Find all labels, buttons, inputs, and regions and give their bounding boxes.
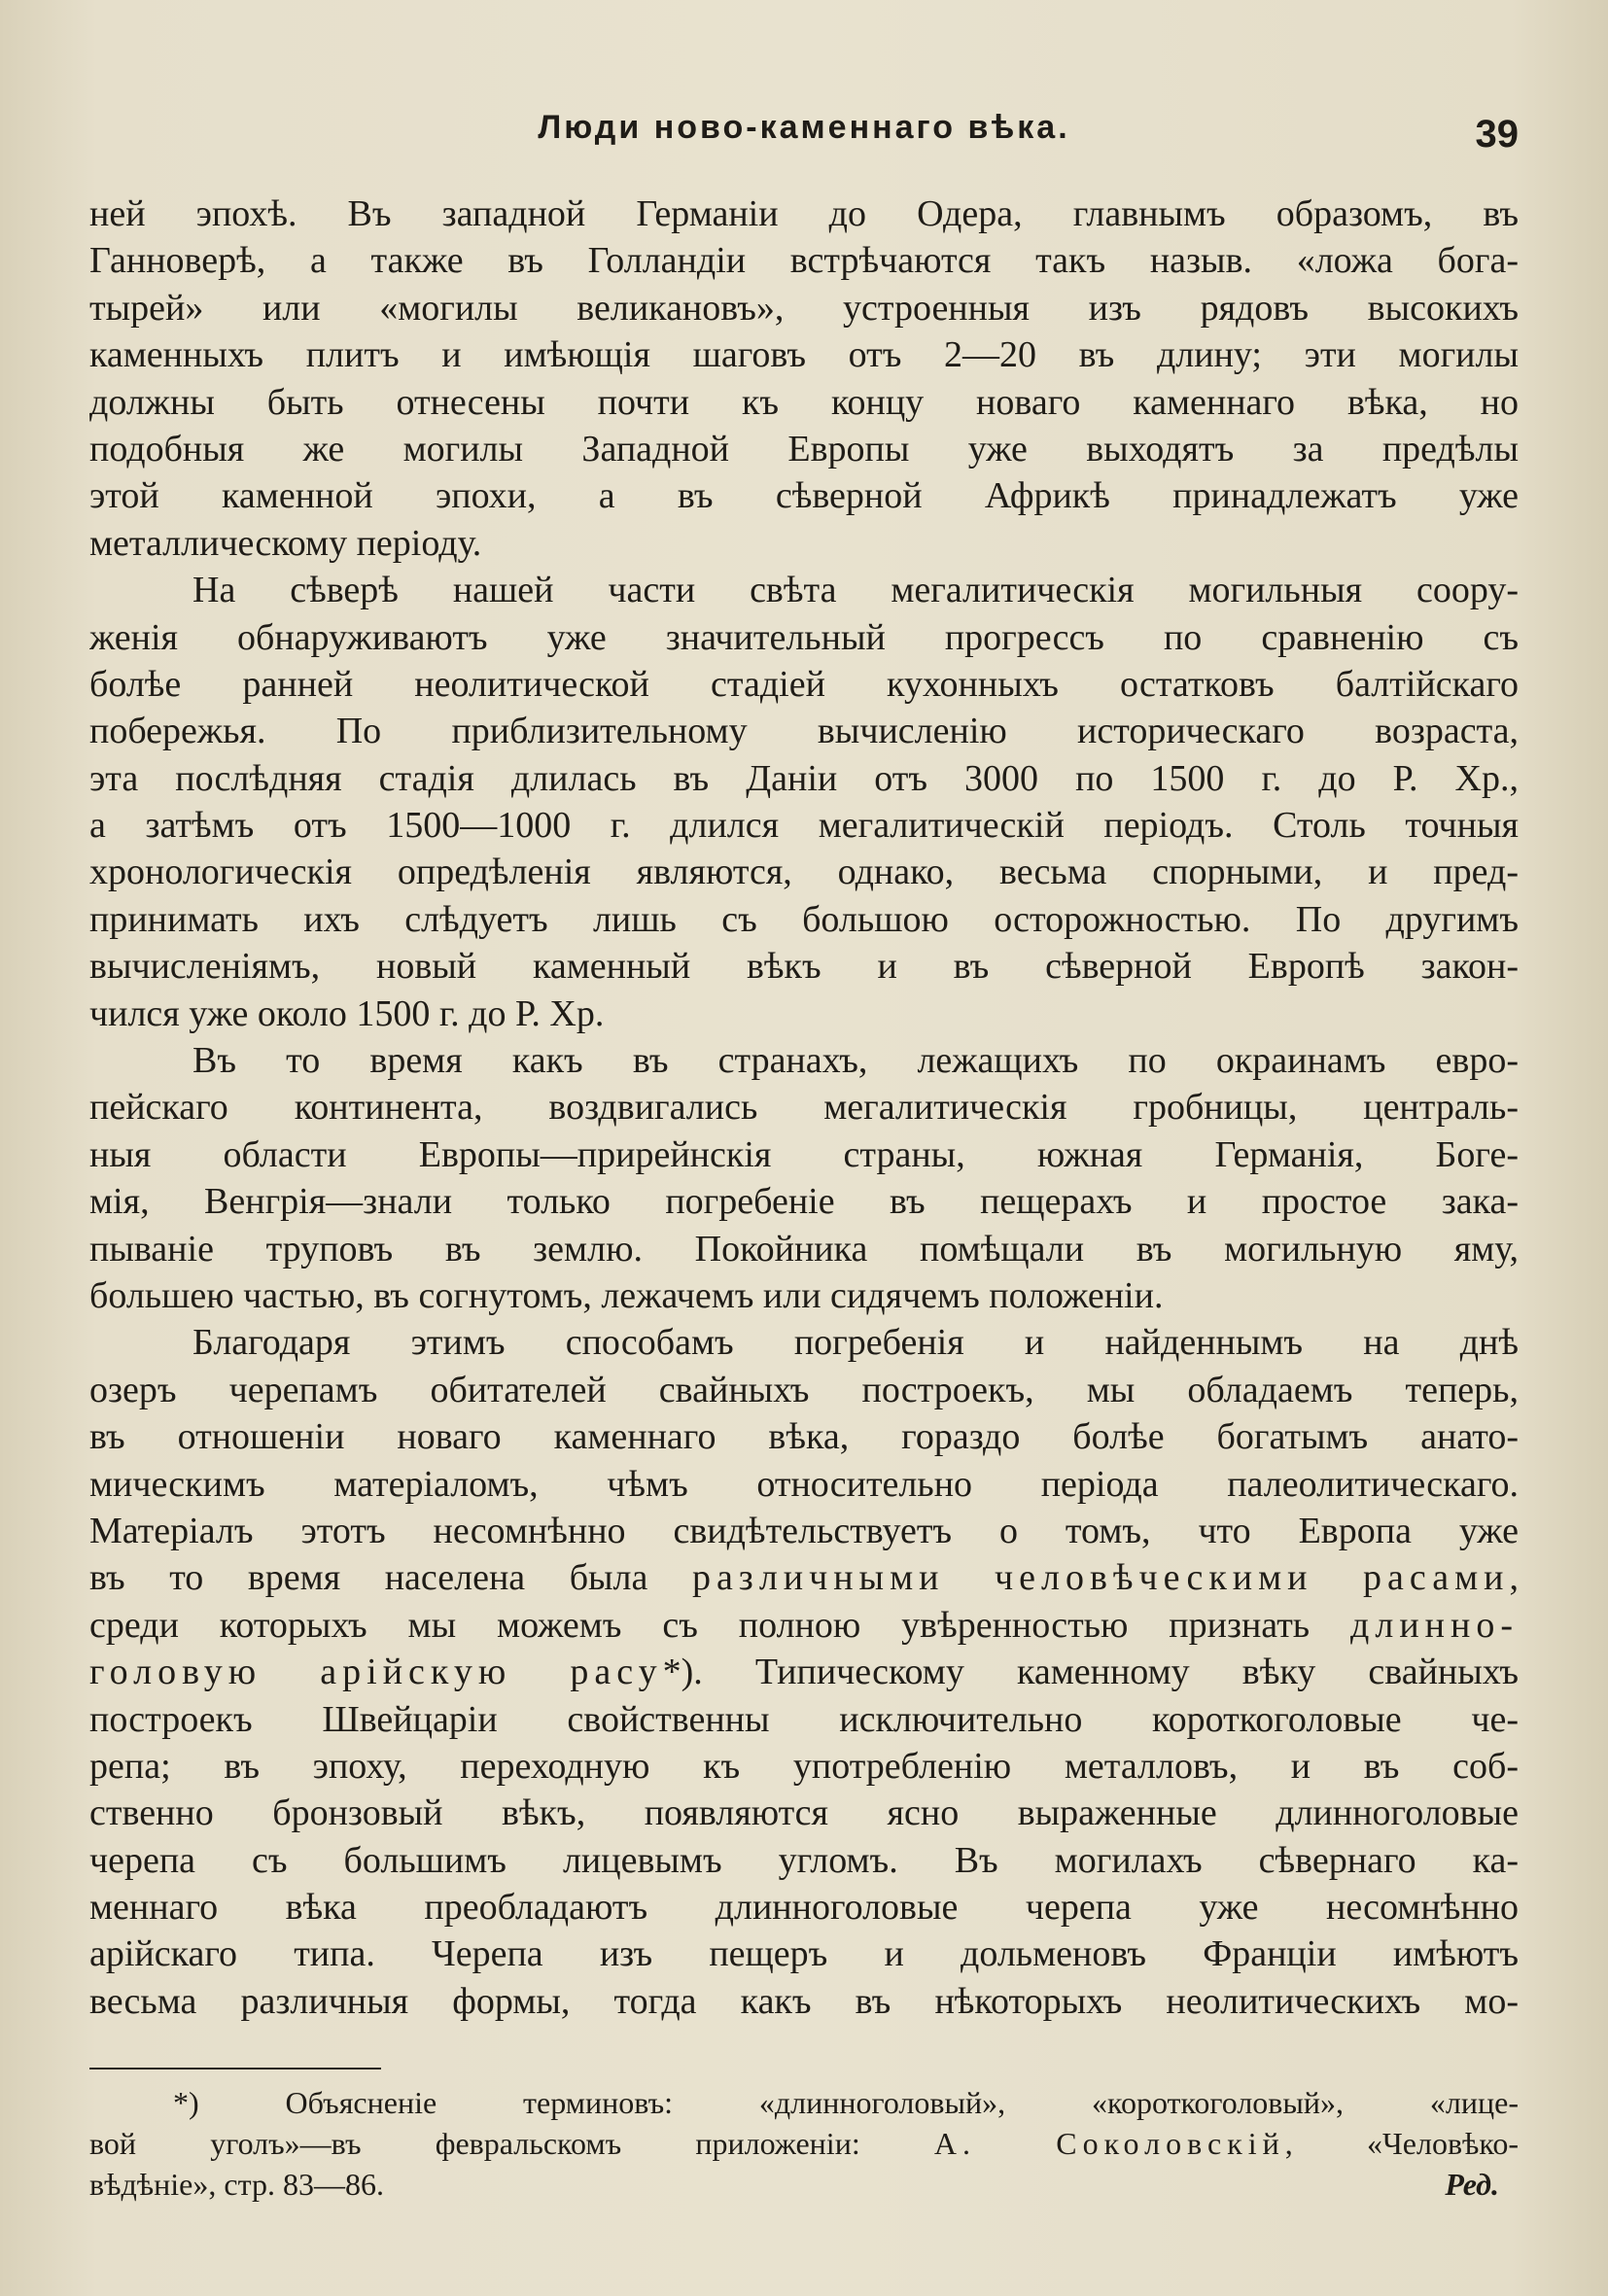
main-text xyxy=(89,191,1519,2025)
spaced-emphasis: головую арійскую расу xyxy=(89,1652,663,1693)
text-line: среди которыхъ мы можемъ съ полною увѣренностью признать длинно- xyxy=(89,1604,1519,1646)
text-line: подобныя же могилы Западной Европы уже выходятъ за предѣлы xyxy=(89,428,1519,470)
text-line: металлическому періоду. xyxy=(89,522,482,564)
text-line: На сѣверѣ нашей части свѣта мегалитическія могильныя соору- xyxy=(192,570,1519,611)
text-line: ныя области Европы—прирейнскія страны, южная Германія, Боге- xyxy=(89,1133,1519,1175)
text-line: принимать ихъ слѣдуетъ лишь съ большою осторожностью. По другимъ xyxy=(89,898,1519,940)
text-line: пейскаго континента, воздвигались мегалитическія гробницы, централь- xyxy=(89,1087,1519,1129)
page-number: 39 xyxy=(1475,113,1519,156)
text-line: Ганноверѣ, а также въ Голландіи встрѣчаются такъ назыв. «ложа бога- xyxy=(89,240,1519,282)
text-line: ней эпохѣ. Въ западной Германіи до Одера, главнымъ образомъ, въ xyxy=(89,193,1519,234)
text-line: побережья. По приблизительному вычисленію историческаго возраста, xyxy=(89,711,1519,752)
footnote-line: *) Объясненіе терминовъ: «длинноголовый», «короткоголовый», «лице- xyxy=(173,2085,1519,2120)
text-line: ственно бронзовый вѣкъ, появляются ясно выраженные длинноголовые xyxy=(89,1792,1519,1834)
text-line: женія обнаруживаютъ уже значительный прогрессъ по сравненію съ xyxy=(89,616,1519,658)
text-line: меннаго вѣка преобладаютъ длинноголовые черепа уже несомнѣнно xyxy=(89,1887,1519,1929)
text-line: эта послѣдняя стадія длилась въ Даніи отъ 3000 по 1500 г. до Р. Хр., xyxy=(89,757,1519,799)
text-line: озеръ черепамъ обитателей свайныхъ построекъ, мы обладаемъ теперь, xyxy=(89,1369,1519,1410)
text-line: пываніе труповъ въ землю. Покойника помѣщали въ могильную яму, xyxy=(89,1228,1519,1270)
text-line: головую арійскую расу*). Типическому каменному вѣку свайныхъ xyxy=(89,1652,1519,1693)
spaced-emphasis: А. Соколовскій xyxy=(933,2126,1285,2161)
text-line: Благодаря этимъ способамъ погребенія и найденнымъ на днѣ xyxy=(192,1322,1519,1364)
text-line: весьма различныя формы, тогда какъ въ нѣкоторыхъ неолитическихъ мо- xyxy=(89,1980,1519,2022)
text-line: мія, Венгрія—знали только погребеніе въ пещерахъ и простое зака- xyxy=(89,1181,1519,1223)
text-line: Въ то время какъ въ странахъ, лежащихъ по окраинамъ евро- xyxy=(192,1040,1519,1082)
text-line: арійскаго типа. Черепа изъ пещеръ и дольменовъ Франціи имѣютъ xyxy=(89,1933,1519,1975)
text-line: должны быть отнесены почти къ концу новаго каменнаго вѣка, но xyxy=(89,381,1519,423)
text-line: мическимъ матеріаломъ, чѣмъ относительно періода палеолитическаго. xyxy=(89,1463,1519,1505)
footnote-divider xyxy=(89,2068,381,2070)
text-line: этой каменной эпохи, а въ сѣверной Африкѣ принадлежатъ уже xyxy=(89,475,1519,517)
text-line: вычисленіямъ, новый каменный вѣкъ и въ сѣверной Европѣ закон- xyxy=(89,946,1519,988)
footnote xyxy=(89,2082,1519,2205)
editor-mark: Ред. xyxy=(1445,2167,1499,2202)
text-line: построекъ Швейцаріи свойственны исключительно короткоголовые че- xyxy=(89,1698,1519,1740)
page-header xyxy=(89,109,1519,167)
text-line: хронологическія опредѣленія являются, однако, весьма спорными, и пред- xyxy=(89,852,1519,893)
text-line: черепа съ большимъ лицевымъ угломъ. Въ могилахъ сѣвернаго ка- xyxy=(89,1839,1519,1881)
text-line: болѣе ранней неолитической стадіей кухонныхъ остатковъ балтійскаго xyxy=(89,663,1519,705)
footnote-line: вѣдѣніе», стр. 83—86. Ред. xyxy=(89,2164,1519,2205)
text-line: репа; въ эпоху, переходную къ употребленію металловъ, и въ соб- xyxy=(89,1745,1519,1787)
text-line: чился уже около 1500 г. до Р. Хр. xyxy=(89,992,605,1034)
footnote-line: вой уголъ»—въ февральскомъ приложеніи: А. Соколовскій, «Человѣко- xyxy=(89,2126,1519,2161)
text-line: въ то время населена была различными человѣческими расами, xyxy=(89,1557,1519,1599)
text-line: въ отношеніи новаго каменнаго вѣка, гораздо болѣе богатымъ анато- xyxy=(89,1416,1519,1458)
text-line: а затѣмъ отъ 1500—1000 г. длился мегалитическій періодъ. Столь точныя xyxy=(89,805,1519,847)
spaced-emphasis: длинно- xyxy=(1350,1604,1519,1646)
text-line: Матеріалъ этотъ несомнѣнно свидѣтельствуетъ о томъ, что Европа уже xyxy=(89,1510,1519,1551)
text-line: тырей» или «могилы великановъ», устроенныя изъ рядовъ высокихъ xyxy=(89,287,1519,329)
text-line: большею частью, въ согнутомъ, лежачемъ или сидячемъ положеніи. xyxy=(89,1274,1164,1316)
running-title: Люди ново-каменнаго вѣка. xyxy=(538,109,1070,146)
spaced-emphasis: различными человѣческими расами xyxy=(691,1557,1510,1599)
text-line: каменныхъ плитъ и имѣющія шаговъ отъ 2—20 въ длину; эти могилы xyxy=(89,334,1519,376)
